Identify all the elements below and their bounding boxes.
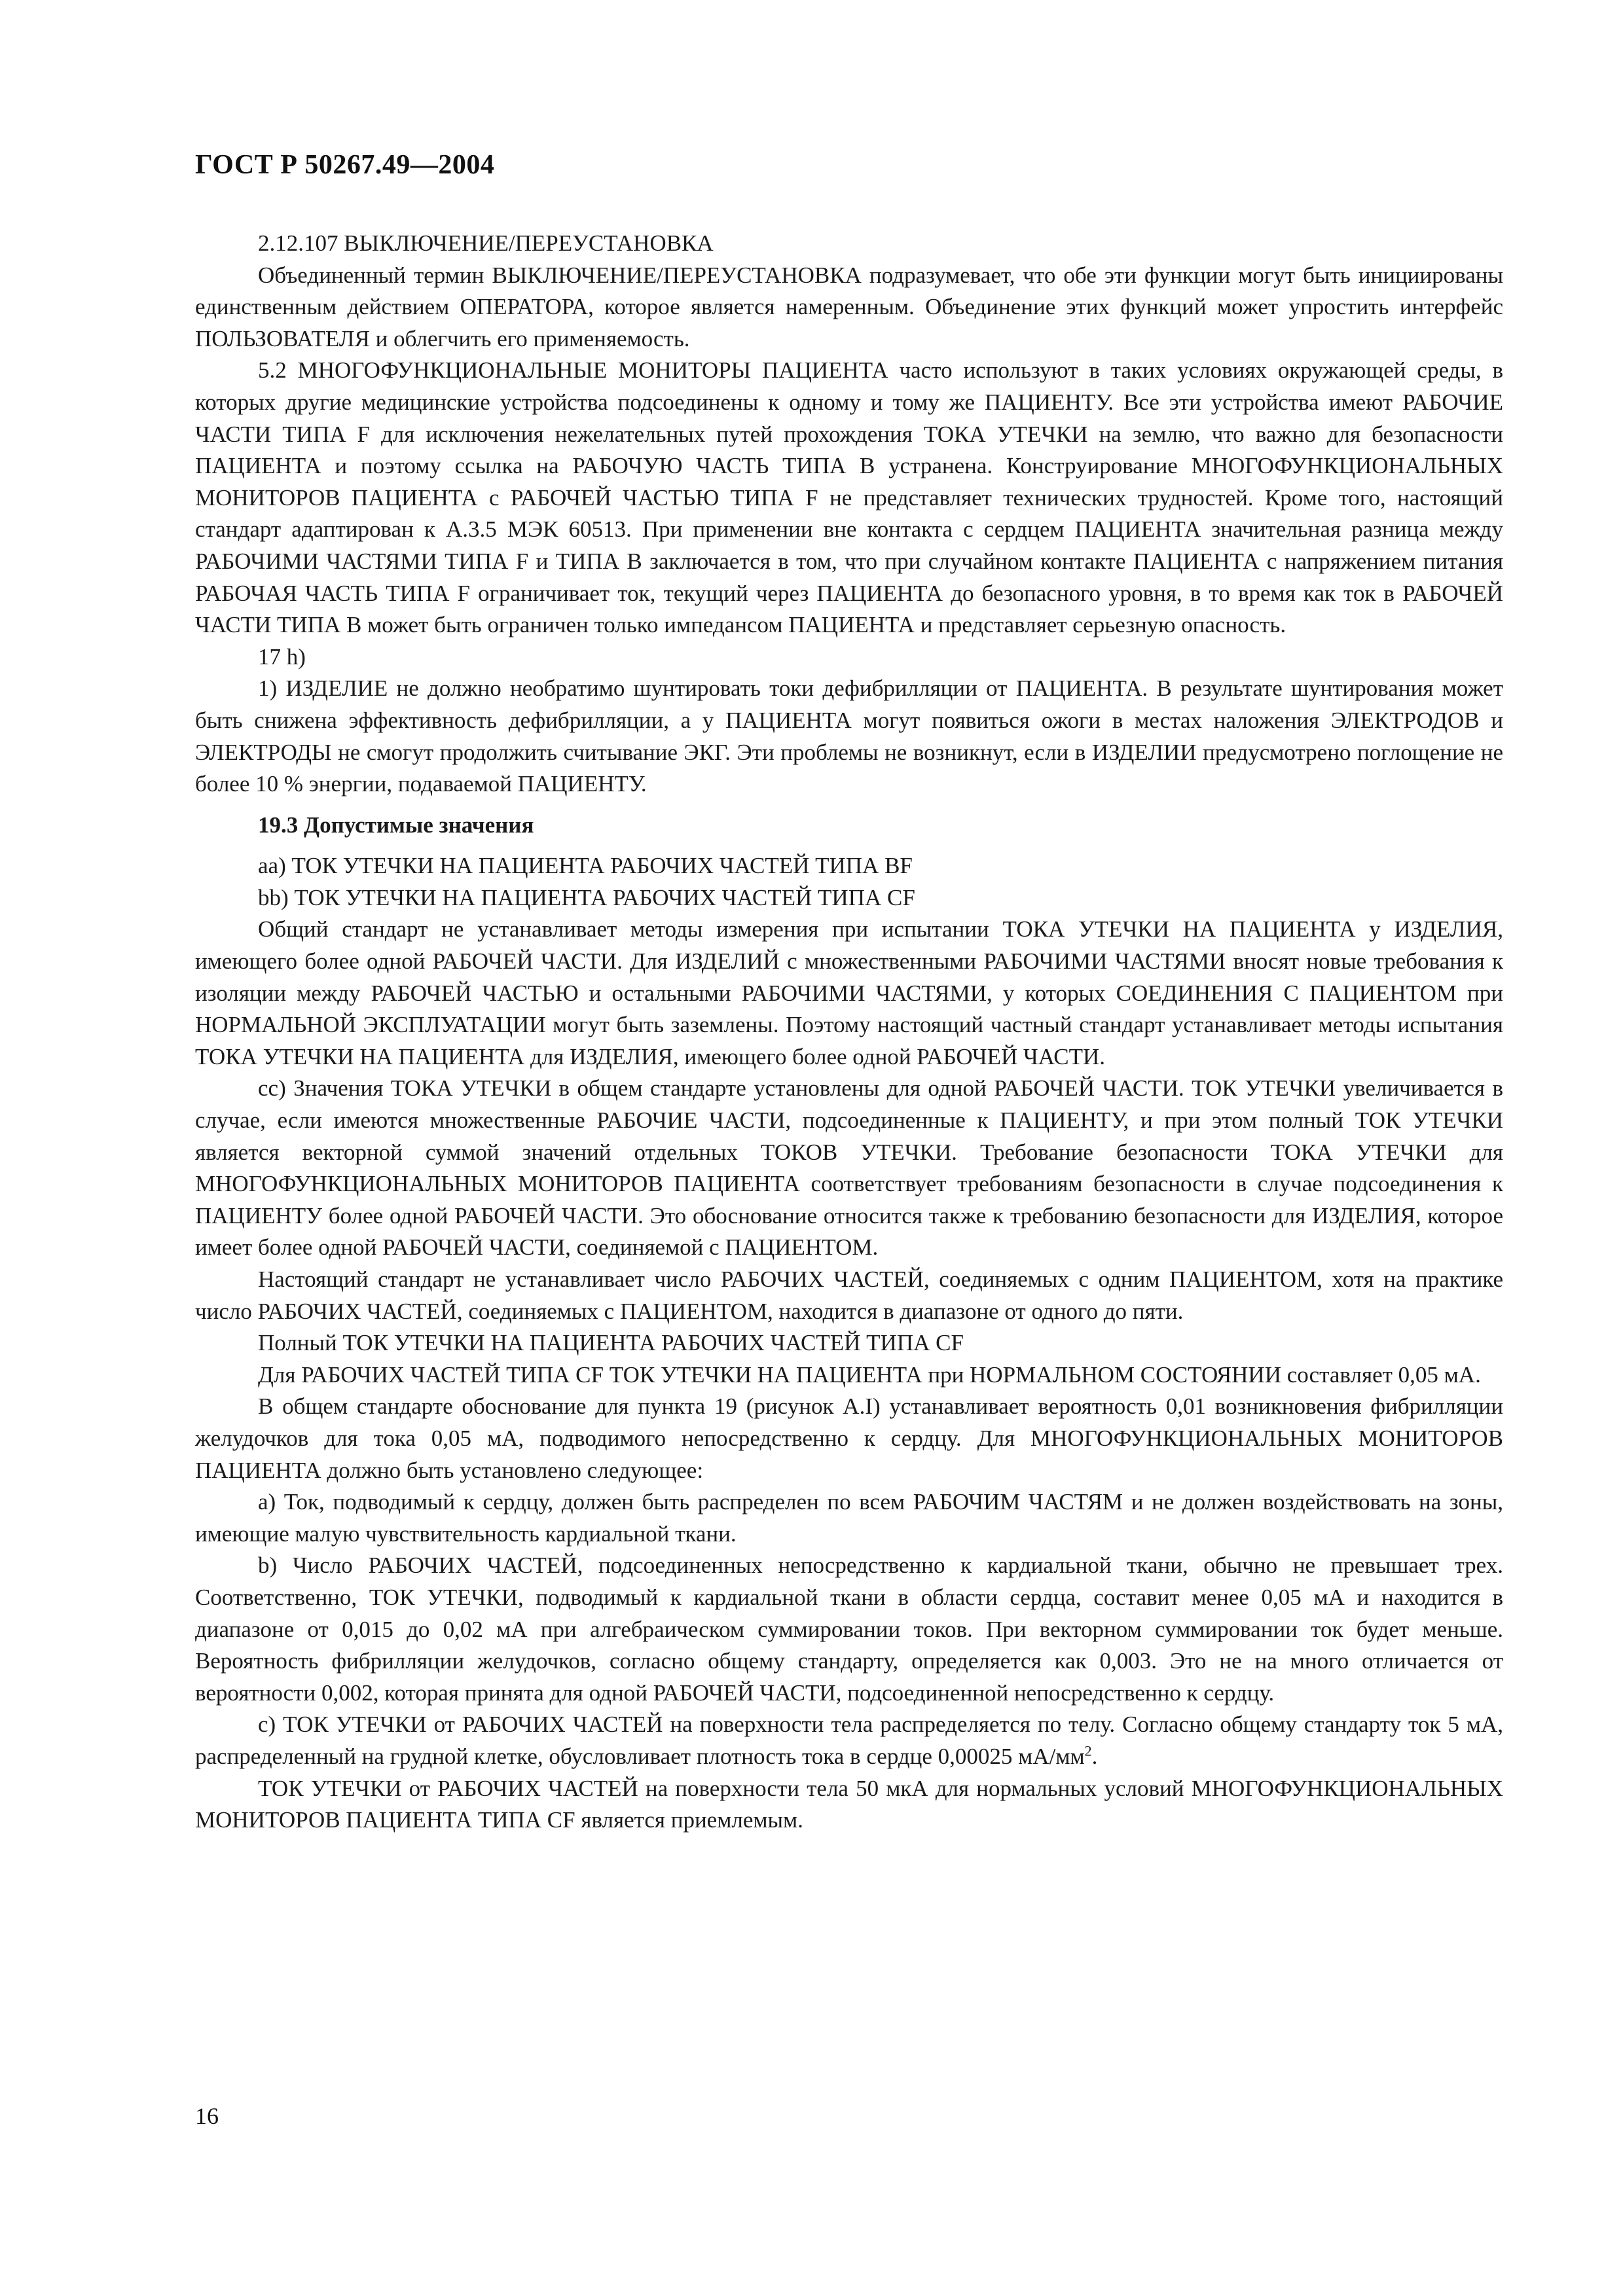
list-item-bb: bb) ТОК УТЕЧКИ НА ПАЦИЕНТА РАБОЧИХ ЧАСТЕЙ ТИПА CF (258, 884, 915, 910)
list-item-aa: аа) ТОК УТЕЧКИ НА ПАЦИЕНТА РАБОЧИХ ЧАСТЕЙ ТИПА BF (258, 853, 913, 879)
body-paragraph: Настоящий стандарт не устанавливает число РАБОЧИХ ЧАСТЕЙ, соединяемых с одним ПАЦИЕНТОМ, хотя на практике число РАБОЧИХ ЧАСТЕЙ, соединяемых с ПАЦИЕНТОМ, находится в диапазоне от одного до пяти. (195, 1266, 1503, 1324)
subheading-cf-leakage: Полный ТОК УТЕЧКИ НА ПАЦИЕНТА РАБОЧИХ ЧАСТЕЙ ТИПА CF (258, 1330, 964, 1356)
body-paragraph: Общий стандарт не устанавливает методы измерения при испытании ТОКА УТЕЧКИ НА ПАЦИЕНТА у ИЗДЕЛИЯ, имеющего более одной РАБОЧЕЙ ЧАСТИ. Для ИЗДЕЛИЙ с множественными РАБОЧИМИ ЧАСТЯМИ вносят новые требования к изоляции между РАБОЧЕЙ ЧАСТЬЮ и остальными РАБОЧИМИ ЧАСТЯМИ, у которых СОЕДИНЕНИЯ С ПАЦИЕНТОМ при НОРМАЛЬНОЙ ЭКСПЛУАТАЦИИ могут быть заземлены. Поэтому настоящий частный стандарт устанавливает методы испытания ТОКА УТЕЧКИ НА ПАЦИЕНТА для ИЗДЕЛИЯ, имеющего более одной РАБОЧЕЙ ЧАСТИ. (195, 916, 1503, 1069)
document-body (195, 228, 1503, 1837)
list-item-a: а) Ток, подводимый к сердцу, должен быть распределен по всем РАБОЧИМ ЧАСТЯМ и не должен воздействовать на зоны, имеющие малую чувствительность кардиальной ткани. (195, 1489, 1503, 1547)
superscript: 2 (1084, 1742, 1092, 1759)
clause-17h-heading: 17 h) (258, 643, 306, 670)
body-paragraph: ТОК УТЕЧКИ от РАБОЧИХ ЧАСТЕЙ на поверхности тела 50 мкА для нормальных условий МНОГОФУНКЦИОНАЛЬНЫХ МОНИТОРОВ ПАЦИЕНТА ТИПА CF является приемлемым. (195, 1775, 1503, 1833)
body-paragraph: В общем стандарте обоснование для пункта 19 (рисунок А.I) устанавливает вероятность 0,01 возникновения фибрилляции желудочков для тока 0,05 мА, подводимого непосредственно к сердцу. Для МНОГОФУНКЦИОНАЛЬНЫХ МОНИТОРОВ ПАЦИЕНТА должно быть установлено следующее: (195, 1393, 1503, 1483)
clause-5-2-paragraph: 5.2 МНОГОФУНКЦИОНАЛЬНЫЕ МОНИТОРЫ ПАЦИЕНТА часто используют в таких условиях окружающей среды, в которых другие медицинские устройства подсоединены к одному и тому же ПАЦИЕНТУ. Все эти устройства имеют РАБОЧИЕ ЧАСТИ ТИПА F для исключения нежелательных путей прохождения ТОКА УТЕЧКИ на землю, что важно для безопасности ПАЦИЕНТА и поэтому ссылка на РАБОЧУЮ ЧАСТЬ ТИПА В устранена. Конструирование МНОГОФУНКЦИОНАЛЬНЫХ МОНИТОРОВ ПАЦИЕНТА с РАБОЧЕЙ ЧАСТЬЮ ТИПА F не представляет технических трудностей. Кроме того, настоящий стандарт адаптирован к А.3.5 МЭК 60513. При применении вне контакта с сердцем ПАЦИЕНТА значительная разница между РАБОЧИМИ ЧАСТЯМИ ТИПА F и ТИПА В заключается в том, что при случайном контакте ПАЦИЕНТА с напряжением питания РАБОЧАЯ ЧАСТЬ ТИПА F ограничивает ток, текущий через ПАЦИЕНТА до безопасного уровня, в то время как ток в РАБОЧЕЙ ЧАСТИ ТИПА В может быть ограничен только импедансом ПАЦИЕНТА и представляет серьезную опасность. (195, 357, 1503, 638)
clause-2-12-107-heading: 2.12.107 ВЫКЛЮЧЕНИЕ/ПЕРЕУСТАНОВКА (258, 230, 714, 256)
section-19-3-heading: 19.3 Допустимые значения (258, 812, 534, 838)
body-paragraph: 1) ИЗДЕЛИЕ не должно необратимо шунтировать токи дефибрилляции от ПАЦИЕНТА. В результате шунтирования может быть снижена эффективность дефибрилляции, а у ПАЦИЕНТА могут появиться ожоги в местах наложения ЭЛЕКТРОДОВ и ЭЛЕКТРОДЫ не смогут продолжить считывание ЭКГ. Эти проблемы не возникнут, если в ИЗДЕЛИИ предусмотрено поглощение не более 10 % энергии, подаваемой ПАЦИЕНТУ. (195, 675, 1503, 797)
document-header: ГОСТ Р 50267.49—2004 (195, 150, 495, 180)
list-item-c (195, 1709, 1503, 1772)
list-item-cc: сс) Значения ТОКА УТЕЧКИ в общем стандарте установлены для одной РАБОЧЕЙ ЧАСТИ. ТОК УТЕЧКИ увеличивается в случае, если имеются множественные РАБОЧИЕ ЧАСТИ, подсоединенные к ПАЦИЕНТУ, и при этом полный ТОК УТЕЧКИ является векторной суммой значений отдельных ТОКОВ УТЕЧКИ. Требование безопасности ТОКА УТЕЧКИ для МНОГОФУНКЦИОНАЛЬНЫХ МОНИТОРОВ ПАЦИЕНТА соответствует требованиям безопасности в случае подсоединения к ПАЦИЕНТУ более одной РАБОЧЕЙ ЧАСТИ. Это обоснование относится также к требованию безопасности для ИЗДЕЛИЯ, которое имеет более одной РАБОЧЕЙ ЧАСТИ, соединяемой с ПАЦИЕНТОМ. (195, 1075, 1503, 1261)
list-item-c-text: с) ТОК УТЕЧКИ от РАБОЧИХ ЧАСТЕЙ на поверхности тела распределяется по телу. Согласно общему стандарту ток 5 мА, распределенный на грудной клетке, обусловливает плотность тока в сердце 0,00025 мА/мм (195, 1712, 1503, 1769)
body-paragraph: Для РАБОЧИХ ЧАСТЕЙ ТИПА CF ТОК УТЕЧКИ НА ПАЦИЕНТА при НОРМАЛЬНОМ СОСТОЯНИИ составляет 0,05 мА. (258, 1361, 1481, 1388)
page-number: 16 (195, 2103, 219, 2129)
paragraph-end: . (1091, 1743, 1098, 1769)
body-paragraph: Объединенный термин ВЫКЛЮЧЕНИЕ/ПЕРЕУСТАНОВКА подразумевает, что обе эти функции могут быть инициированы единственным действием ОПЕРАТОРА, которое является намеренным. Объединение этих функций может упростить интерфейс ПОЛЬЗОВАТЕЛЯ и облегчить его применяемость. (195, 262, 1503, 351)
list-item-b: b) Число РАБОЧИХ ЧАСТЕЙ, подсоединенных непосредственно к кардиальной ткани, обычно не превышает трех. Соответственно, ТОК УТЕЧКИ, подводимый к кардиальной ткани в области сердца, составит менее 0,05 мА и находится в диапазоне от 0,015 до 0,02 мА при алгебраическом суммировании токов. При векторном суммировании ток будет меньше. Вероятность фибрилляции желудочков, согласно общему стандарту, определяется как 0,003. Это не на много отличается от вероятности 0,002, которая принята для одной РАБОЧЕЙ ЧАСТИ, подсоединенной непосредственно к сердцу. (195, 1552, 1503, 1706)
